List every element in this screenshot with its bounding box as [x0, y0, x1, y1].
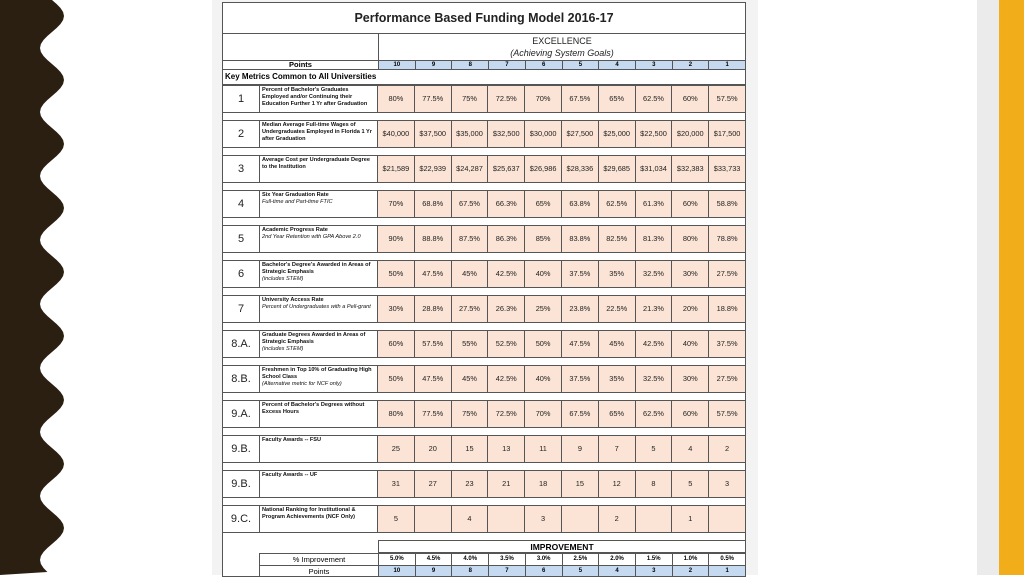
metric-value-cell: 25	[378, 436, 415, 462]
metric-value-cell: 52.5%	[488, 331, 525, 357]
improvement-pct-cell: 4.5%	[416, 554, 453, 565]
metric-number: 3	[223, 156, 260, 182]
metric-value-cell: 60%	[672, 86, 709, 112]
metric-value-cell: 61.3%	[636, 191, 673, 217]
metric-value-cell: 81.3%	[636, 226, 673, 252]
metric-value-cell: 45%	[452, 366, 489, 392]
metric-value-cell: 83.8%	[562, 226, 599, 252]
metric-value-cell	[415, 506, 452, 532]
key-metrics-heading: Key Metrics Common to All Universities	[223, 70, 745, 85]
metric-value-cell: 47.5%	[415, 261, 452, 287]
points-label: Points	[223, 61, 379, 69]
metric-value-cell: 15	[562, 471, 599, 497]
improvement-pct-cell: 0.5%	[720, 556, 735, 562]
metric-value-cell: $25,000	[599, 121, 636, 147]
metric-row	[223, 400, 745, 428]
points-cell: 7	[489, 61, 526, 69]
metric-description-italic: (Alternative metric for NCF only)	[262, 381, 342, 387]
metric-number: 8.B.	[223, 366, 260, 392]
metric-description	[260, 261, 378, 287]
metric-value-cell: 40%	[525, 261, 562, 287]
metric-value-cell: $17,500	[709, 121, 745, 147]
excellence-heading: EXCELLENCE	[532, 36, 592, 46]
metric-description	[260, 296, 378, 322]
metric-value-cell: 28.8%	[415, 296, 452, 322]
metric-value-cell: 30%	[672, 366, 709, 392]
metric-value-cell: 42.5%	[488, 366, 525, 392]
metric-value-cell: 77.5%	[415, 86, 452, 112]
metric-value-cell: $37,500	[415, 121, 452, 147]
improvement-points-cell: 5	[563, 566, 600, 577]
metric-value-cell: 30%	[672, 261, 709, 287]
metric-description	[260, 156, 378, 182]
metric-value-cell: 11	[525, 436, 562, 462]
improvement-points-cell: 10	[379, 566, 416, 577]
metric-value-cell: 1	[672, 506, 709, 532]
metric-value-cell: 42.5%	[636, 331, 673, 357]
points-cell: 10	[379, 61, 416, 69]
metric-value-cell: 27	[415, 471, 452, 497]
document-title: Performance Based Funding Model 2016-17	[223, 3, 745, 34]
metric-value-cell: 57.5%	[709, 86, 745, 112]
metric-value-cell: 27.5%	[709, 366, 745, 392]
metric-value-cell: 78.8%	[709, 226, 745, 252]
metric-row	[223, 365, 745, 393]
metric-value-cell: 35%	[599, 366, 636, 392]
improvement-pct-cell: 2.5%	[563, 554, 600, 565]
metric-value-cell: 63.8%	[562, 191, 599, 217]
metric-value-cell: 22.5%	[599, 296, 636, 322]
metric-value-cell: 37.5%	[562, 366, 599, 392]
metric-row	[223, 120, 745, 148]
metric-value-cell: 5	[672, 471, 709, 497]
improvement-header	[223, 540, 745, 553]
improvement-pct-row	[223, 553, 745, 565]
metric-value-cell: 86.3%	[488, 226, 525, 252]
metric-value-cell: 57.5%	[709, 401, 745, 427]
metric-value-cell: 62.5%	[599, 191, 636, 217]
metric-value-cell: 77.5%	[415, 401, 452, 427]
improvement-pct-cell: 1.0%	[673, 554, 710, 565]
metric-value-cell: $33,733	[709, 156, 745, 182]
improvement-pct-cell: 3.5%	[489, 554, 526, 565]
metric-row	[223, 85, 745, 113]
metric-value-cell: 18.8%	[709, 296, 745, 322]
metric-value-cell: 31	[378, 471, 415, 497]
metric-value-cell: 66.3%	[488, 191, 525, 217]
metric-value-cell: 85%	[525, 226, 562, 252]
metric-value-cell: 62.5%	[636, 86, 673, 112]
metric-description-bold: Six Year Graduation Rate	[262, 192, 329, 198]
metric-description-italic: Full-time and Part-time FTIC	[262, 199, 333, 205]
metric-value-cell: 90%	[378, 226, 415, 252]
funding-table-document	[222, 2, 746, 577]
metric-value-cell: $29,685	[599, 156, 636, 182]
metric-value-cell: 80%	[672, 226, 709, 252]
metric-value-cell	[636, 506, 673, 532]
improvement-pct-cell: 5.0%	[379, 554, 416, 565]
metric-number: 9.B.	[223, 436, 260, 462]
points-row	[223, 61, 745, 70]
right-gray-strip	[977, 0, 999, 575]
improvement-points-cell: 3	[636, 566, 673, 577]
metric-number: 9.C.	[223, 506, 260, 532]
metric-value-cell: 60%	[672, 401, 709, 427]
metric-value-cell: $21,589	[378, 156, 415, 182]
metric-value-cell: 3	[709, 471, 745, 497]
points-cell: 3	[636, 61, 673, 69]
metric-value-cell: 30%	[378, 296, 415, 322]
metric-value-cell: 26.3%	[488, 296, 525, 322]
metric-value-cell: 4	[452, 506, 489, 532]
metric-value-cell: 40%	[525, 366, 562, 392]
improvement-points-cell: 2	[673, 566, 710, 577]
metric-value-cell: 12	[599, 471, 636, 497]
metric-number: 6	[223, 261, 260, 287]
metric-row	[223, 295, 745, 323]
metric-value-cell: 8	[636, 471, 673, 497]
metric-value-cell: 60%	[672, 191, 709, 217]
metric-row	[223, 470, 745, 498]
metric-value-cell: 23	[452, 471, 489, 497]
metric-value-cell: $31,034	[636, 156, 673, 182]
metric-description	[260, 506, 378, 532]
metric-value-cell: 50%	[378, 261, 415, 287]
metric-value-cell: 21	[488, 471, 525, 497]
metric-number: 9.B.	[223, 471, 260, 497]
points-cell: 1	[709, 61, 745, 69]
metric-value-cell: 70%	[525, 86, 562, 112]
metric-value-cell: 80%	[378, 86, 415, 112]
metric-value-cell: 32.5%	[636, 366, 673, 392]
metric-value-cell: $20,000	[672, 121, 709, 147]
metric-description	[260, 436, 378, 462]
metric-description-bold: University Access Rate	[262, 297, 324, 303]
metric-value-cell: 50%	[525, 331, 562, 357]
metric-number: 7	[223, 296, 260, 322]
improvement-pct-cell: 4.0%	[452, 554, 489, 565]
metric-value-cell	[562, 506, 599, 532]
metric-value-cell: 37.5%	[709, 331, 745, 357]
metric-value-cell: 62.5%	[636, 401, 673, 427]
metric-value-cell: 4	[672, 436, 709, 462]
metric-value-cell: $25,637	[488, 156, 525, 182]
metric-value-cell: 70%	[525, 401, 562, 427]
excellence-subheading: (Achieving System Goals)	[510, 48, 614, 58]
metric-row	[223, 505, 745, 533]
metric-value-cell	[488, 506, 525, 532]
improvement-points-cell: 7	[489, 566, 526, 577]
improvement-pct-cell: 2.0%	[599, 554, 636, 565]
metric-value-cell: $40,000	[378, 121, 415, 147]
metric-value-cell: 20	[415, 436, 452, 462]
metric-value-cell: 57.5%	[415, 331, 452, 357]
metric-value-cell: 72.5%	[488, 401, 525, 427]
metric-value-cell: 25%	[525, 296, 562, 322]
metric-value-cell: 13	[488, 436, 525, 462]
metric-value-cell: 80%	[378, 401, 415, 427]
metric-description-bold: National Ranking for Institutional & Program Achievements (NCF Only)	[262, 507, 356, 520]
metric-value-cell: 67.5%	[452, 191, 489, 217]
metric-value-cell: 45%	[452, 261, 489, 287]
metric-value-cell: 42.5%	[488, 261, 525, 287]
points-cell: 9	[416, 61, 453, 69]
metric-description-bold: Faculty Awards -- UF	[262, 472, 318, 478]
metric-description-bold: Faculty Awards -- FSU	[262, 437, 322, 443]
metric-value-cell: 55%	[452, 331, 489, 357]
metric-number: 1	[223, 86, 260, 112]
improvement-points-cell: 6	[526, 566, 563, 577]
metric-value-cell: $27,500	[562, 121, 599, 147]
left-decorative-band	[0, 0, 74, 575]
metric-value-cell: 58.8%	[709, 191, 745, 217]
excellence-header	[223, 34, 745, 61]
metric-value-cell: 65%	[599, 401, 636, 427]
metric-number: 9.A.	[223, 401, 260, 427]
metric-row	[223, 190, 745, 218]
metric-description-bold: Median Average Full-time Wages of Undergraduates Employed in Florida 1 Yr after Graduation	[262, 122, 372, 142]
metric-value-cell: 15	[452, 436, 489, 462]
metric-value-cell: 67.5%	[562, 86, 599, 112]
metric-value-cell: 9	[562, 436, 599, 462]
metric-value-cell: 68.8%	[415, 191, 452, 217]
metric-row	[223, 155, 745, 183]
metric-value-cell: 70%	[378, 191, 415, 217]
metric-value-cell: $24,287	[452, 156, 489, 182]
metric-value-cell: 88.8%	[415, 226, 452, 252]
metric-value-cell: 2	[709, 436, 745, 462]
metric-value-cell: $26,986	[525, 156, 562, 182]
metric-description	[260, 366, 378, 392]
metric-value-cell	[709, 506, 745, 532]
metric-value-cell: 7	[599, 436, 636, 462]
metric-number: 4	[223, 191, 260, 217]
metric-description-italic: (includes STEM)	[262, 276, 304, 282]
improvement-points-cell: 4	[599, 566, 636, 577]
metric-value-cell: $28,336	[562, 156, 599, 182]
metric-description-bold: Bachelor's Degree's Awarded in Areas of Strategic Emphasis	[262, 262, 371, 275]
metric-description-italic: (includes STEM)	[262, 346, 304, 352]
improvement-points-cell: 9	[416, 566, 453, 577]
metric-value-cell: $32,500	[488, 121, 525, 147]
metric-value-cell: $35,000	[452, 121, 489, 147]
metric-number: 5	[223, 226, 260, 252]
metric-description-bold: Academic Progress Rate	[262, 227, 328, 233]
metric-row	[223, 330, 745, 358]
metric-description-bold: Graduate Degrees Awarded in Areas of Strategic Emphasis	[262, 332, 366, 345]
improvement-pct-cell: 1.5%	[636, 554, 673, 565]
improvement-points-row	[223, 565, 745, 577]
metric-value-cell: 32.5%	[636, 261, 673, 287]
improvement-points-cell: 1	[709, 566, 745, 577]
improvement-points-cell: 8	[452, 566, 489, 577]
metric-description	[260, 226, 378, 252]
metric-value-cell: 87.5%	[452, 226, 489, 252]
metric-value-cell: 72.5%	[488, 86, 525, 112]
metric-description	[260, 191, 378, 217]
metric-value-cell: 65%	[599, 86, 636, 112]
points-cell: 2	[673, 61, 710, 69]
metric-value-cell: 75%	[452, 86, 489, 112]
metric-value-cell: $32,383	[672, 156, 709, 182]
metric-value-cell: 21.3%	[636, 296, 673, 322]
metric-value-cell: $22,500	[636, 121, 673, 147]
improvement-pct-label: % Improvement	[259, 553, 379, 565]
metric-value-cell: 40%	[672, 331, 709, 357]
metric-description	[260, 86, 378, 112]
metric-value-cell: $22,939	[415, 156, 452, 182]
metric-row	[223, 435, 745, 463]
metric-description-italic: 2nd Year Retention with GPA Above 2.0	[262, 234, 361, 240]
metric-value-cell: 18	[525, 471, 562, 497]
improvement-points-label: Points	[259, 565, 379, 577]
metric-description	[260, 471, 378, 497]
metric-value-cell: $30,000	[525, 121, 562, 147]
metric-description	[260, 401, 378, 427]
improvement-pct-cell: 3.0%	[526, 554, 563, 565]
metric-value-cell: 35%	[599, 261, 636, 287]
metric-value-cell: 2	[599, 506, 636, 532]
metric-row	[223, 225, 745, 253]
metric-value-cell: 82.5%	[599, 226, 636, 252]
metric-value-cell: 50%	[378, 366, 415, 392]
wavy-edge-shape	[0, 0, 64, 575]
metric-description	[260, 331, 378, 357]
metric-value-cell: 65%	[525, 191, 562, 217]
metric-value-cell: 37.5%	[562, 261, 599, 287]
points-cell: 8	[452, 61, 489, 69]
points-cell: 5	[563, 61, 600, 69]
metric-value-cell: 3	[525, 506, 562, 532]
metric-value-cell: 67.5%	[562, 401, 599, 427]
metric-value-cell: 75%	[452, 401, 489, 427]
metric-description-bold: Average Cost per Undergraduate Degree to the Institution	[262, 157, 370, 170]
points-cell: 4	[599, 61, 636, 69]
metric-row	[223, 260, 745, 288]
metric-value-cell: 27.5%	[452, 296, 489, 322]
metric-value-cell: 5	[636, 436, 673, 462]
metric-value-cell: 27.5%	[709, 261, 745, 287]
metric-value-cell: 5	[378, 506, 415, 532]
metric-description	[260, 121, 378, 147]
metric-number: 2	[223, 121, 260, 147]
metric-description-bold: Percent of Bachelor's Degrees without Excess Hours	[262, 402, 365, 415]
metric-description-bold: Freshmen in Top 10% of Graduating High School Class	[262, 367, 372, 380]
metrics-list	[223, 85, 745, 533]
points-cell: 6	[526, 61, 563, 69]
metric-value-cell: 47.5%	[562, 331, 599, 357]
metric-number: 8.A.	[223, 331, 260, 357]
improvement-heading: IMPROVEMENT	[378, 540, 745, 553]
right-accent-band	[999, 0, 1024, 575]
metric-value-cell: 20%	[672, 296, 709, 322]
metric-value-cell: 23.8%	[562, 296, 599, 322]
metric-value-cell: 60%	[378, 331, 415, 357]
metric-value-cell: 45%	[599, 331, 636, 357]
metric-description-bold: Percent of Bachelor's Graduates Employed and/or Continuing their Education Further 1 Yr after Graduation	[262, 87, 368, 107]
metric-description-italic: Percent of Undergraduates with a Pell-grant	[262, 304, 371, 310]
metric-value-cell: 47.5%	[415, 366, 452, 392]
